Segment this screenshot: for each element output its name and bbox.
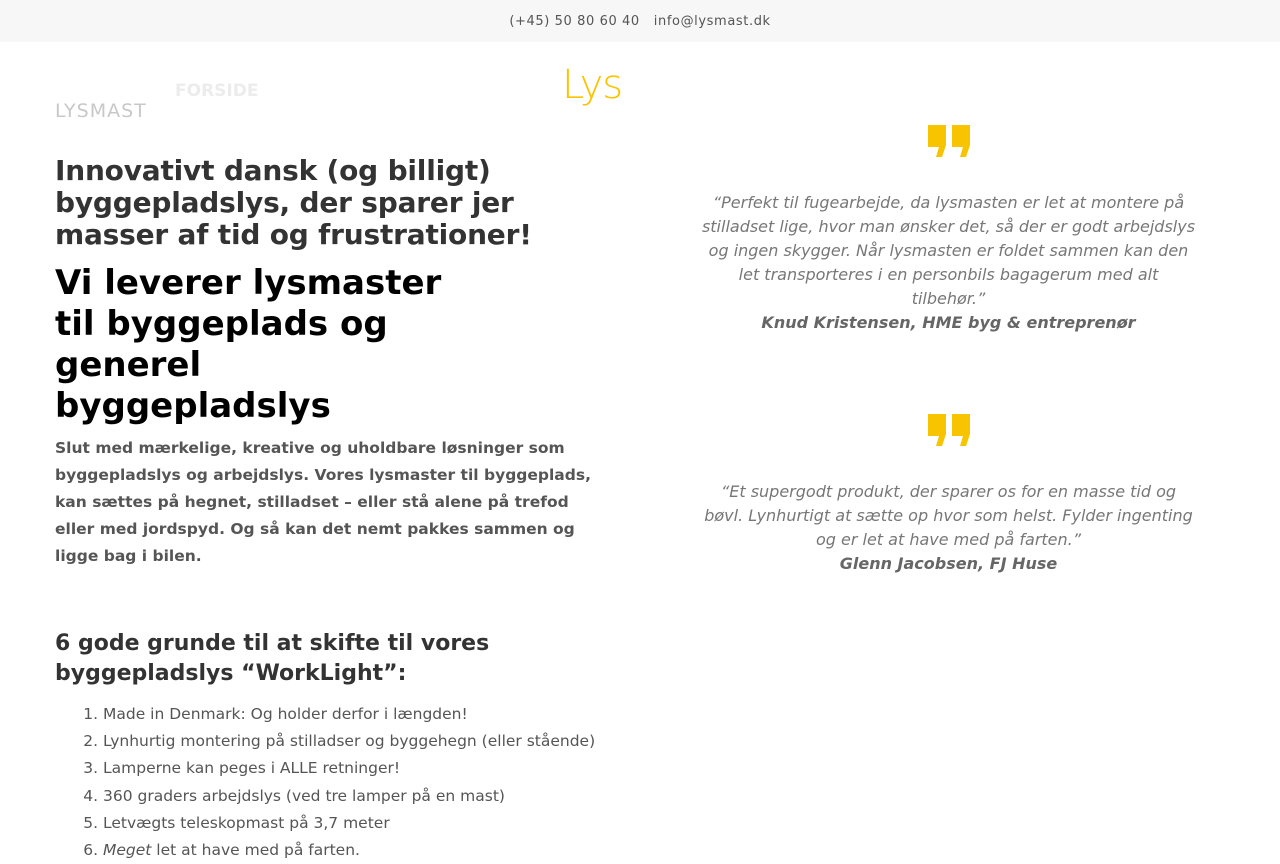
testimonial-text: “Et supergodt produkt, der sparer os for en masse tid og bøvl. Lynhurtigt at sætte op hvor som helst. Fylder ingenting og er let at have med på farten.” <box>704 482 1193 549</box>
testimonial-text: “Perfekt til fugearbejde, da lysmasten er let at montere på stilladset lige, hvor man ønsker det, så der er godt arbejdslys og ingen skygger. Når lysmasten er foldet sammen kan den let transporteres i en personbils bagagerum med alt tilbehør.” <box>701 193 1196 308</box>
list-item: 1. Made in Denmark: Og holder derfor i længden! <box>103 701 615 728</box>
quote-icon <box>928 125 970 157</box>
testimonial-author: Knud Kristensen, HME byg & entreprenør <box>761 313 1136 332</box>
testimonial-author: Glenn Jacobsen, FJ Huse <box>839 554 1058 573</box>
nav-forside[interactable]: FORSIDE <box>175 81 259 101</box>
testimonial <box>700 414 1197 576</box>
list-item <box>103 837 615 864</box>
list-item: 4. 360 graders arbejdslys (ved tre lamper på en mast) <box>103 783 615 810</box>
phone-link[interactable]: (+45) 50 80 60 40 <box>509 13 640 29</box>
main-content <box>55 155 615 864</box>
emphasis: Meget <box>103 841 152 860</box>
email-link[interactable]: info@lysmast.dk <box>653 13 771 29</box>
testimonial <box>700 125 1197 335</box>
reasons-title: 6 gode grunde til at skifte til vores byggepladslys “WorkLight”: <box>55 631 490 686</box>
list-item: 2. Lynhurtig montering på stilladser og byggehegn (eller stående) <box>103 728 615 755</box>
subheadline: Vi leverer lysmaster til byggeplads og generel byggepladslys <box>55 263 442 426</box>
intro-text: Slut med mærkelige, kreative og uholdbare løsninger som byggepladslys og arbejdslys. Vores lysmaster til byggeplads, kan sættes på hegnet, stilladset – eller stå alene på trefod eller med jordspyd. Og så kan det nemt pakkes sammen og ligge bag i bilen. <box>55 439 591 565</box>
quote-icon <box>928 414 970 446</box>
top-bar <box>0 0 1280 42</box>
list-item-text: let at have med på farten. <box>151 841 360 860</box>
hero-word: Lys <box>562 62 623 108</box>
headline: Innovativt dansk (og billigt) byggepladslys, der sparer jer masser af tid og frustrationer! <box>55 154 532 251</box>
reasons-list <box>103 701 615 864</box>
list-item: 3. Lamperne kan peges i ALLE retninger! <box>103 755 615 782</box>
site-logo[interactable]: LYSMAST <box>55 100 147 122</box>
list-item: 5. Letvægts teleskopmast på 3,7 meter <box>103 810 615 837</box>
